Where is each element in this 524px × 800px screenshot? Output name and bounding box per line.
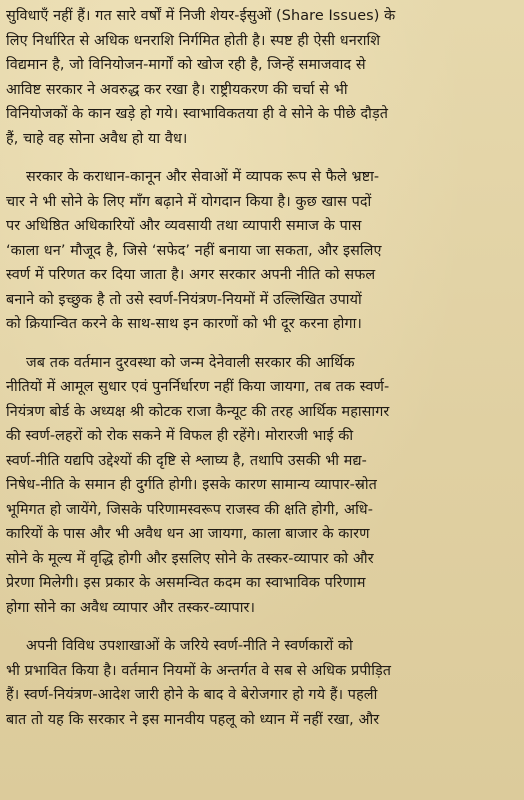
text-line: लिए निर्धारित से अधिक धनराशि निर्गमित होती है। स्पष्ट ही ऐसी धनराशि [6,32,381,49]
paragraph-spacer [6,620,518,634]
text-line: पर अधिष्ठित अधिकारियों और व्यवसायी तथा व्यापारी समाज के पास [6,218,362,234]
text-line: सोने के मूल्य में वृद्धि होगी और इसलिए सोने के तस्कर-व्यापार को और [6,550,374,567]
text-line: स्वर्ण में परिणत कर दिया जाता है। अगर सरकार अपनी नीति को सफल [6,267,376,283]
text-line: होगा सोने का अवैध व्यापार और तस्कर-व्यापार। [6,599,256,616]
text-line: जब तक वर्तमान दुरवस्था को जन्म देनेवाली सरकार की आर्थिक [26,354,355,371]
text-line: की स्वर्ण-लहरों को रोक सकने में विफल ही रहेंगे। मोरारजी भाई की [6,428,354,444]
text-line: हैं। स्वर्ण-नियंत्रण-आदेश जारी होने के बाद वे बेरोजगार हो गये हैं। पहली [6,687,378,703]
text-line: निषेध-नीति के समान ही दुर्गति होगी। इसके कारण सामान्य व्यापार-स्रोत [6,477,377,493]
text-line: कारियों के पास और भी अवैध धन आ जायगा, काला बाजार के कारण [6,526,370,542]
text-line: चार ने भी सोने के लिए माँग बढ़ाने में योगदान किया है। कुछ खास पदों [6,193,372,210]
body-text [6,4,518,732]
paragraph-3 [6,351,518,621]
paragraph-1 [6,4,518,151]
text-line: ‘काला धन’ मौजूद है, जिसे ‘सफेद’ नहीं बनाया जा सकता, और इसलिए [6,242,382,259]
paragraph-4 [6,634,518,732]
text-line: हैं, चाहे वह सोना अवैध हो या वैध। [6,130,188,147]
text-line: स्वर्ण-नीति यद्यपि उद्देश्यों की दृष्टि से श्लाघ्य है, तथापि उसकी भी मद्य- [6,452,367,469]
text-line: नियंत्रण बोर्ड के अध्यक्ष श्री कोटक राजा कैन्यूट की तरह आर्थिक महासागर [6,403,390,420]
text-line: भूमिगत हो जायेंगे, जिसके परिणामस्वरूप राजस्व की क्षति होगी, अधि- [6,501,374,518]
text-line: विद्यमान है, जो विनियोजन-मार्गों को खोज रही है, जिन्हें समाजवाद से [6,57,366,73]
text-line: सरकार के कराधान-कानून और सेवाओं में व्यापक रूप से फैले भ्रष्टा- [26,169,380,185]
text-line: भी प्रभावित किया है। वर्तमान नियमों के अन्तर्गत वे सब से अधिक प्रपीड़ित [6,662,392,679]
text-line: सुविधाएँ नहीं हैं। गत सारे वर्षों में निजी शेयर-ईसुओं (Share Issues) के [6,8,396,24]
paragraph-2 [6,165,518,337]
paragraph-spacer [6,151,518,165]
text-line: अपनी विविध उपशाखाओं के जरिये स्वर्ण-नीति ने स्वर्णकारों को [26,638,353,654]
text-line: विनियोजकों के कान खड़े हो गये। स्वाभाविकतया ही वे सोने के पीछे दौड़ते [6,106,389,122]
text-line: प्रेरणा मिलेगी। इस प्रकार के असमन्वित कदम का स्वाभाविक परिणाम [6,575,366,591]
paragraph-spacer [6,337,518,351]
text-line: बनाने को इच्छुक है तो उसे स्वर्ण-नियंत्रण-नियमों में उल्लिखित उपायों [6,291,362,308]
text-line: नीतियों में आमूल सुधार एवं पुनर्निर्धारण नहीं किया जायगा, तब तक स्वर्ण- [6,379,390,395]
text-line: बात तो यह कि सरकार ने इस मानवीय पहलू को ध्यान में नहीं रखा, और [6,711,380,728]
text-line: आविष्ट सरकार ने अवरुद्ध कर रखा है। राष्ट्रीयकरण की चर्चा से भी [6,81,348,98]
text-line: को क्रियान्वित करने के साथ-साथ इन कारणों को भी दूर करना होगा। [6,316,362,332]
